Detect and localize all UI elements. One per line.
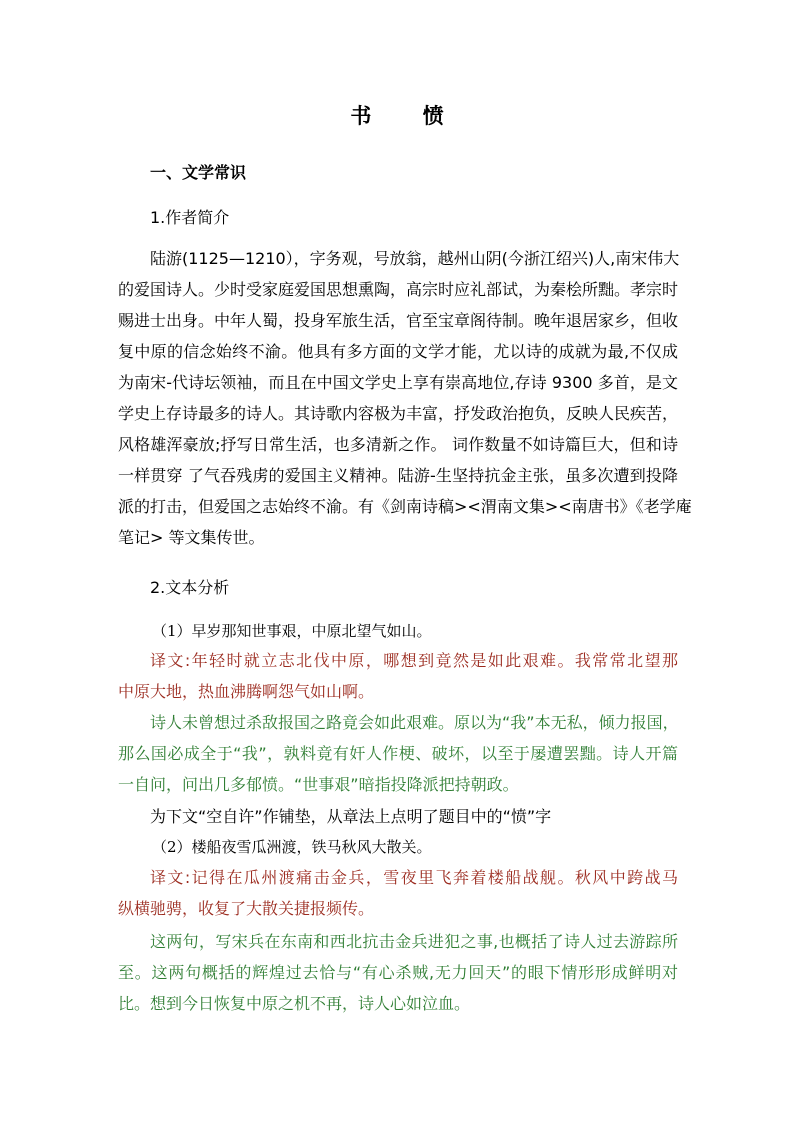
text-line: 中原大地，热血沸腾啊怨气如山啊。 — [118, 682, 375, 701]
text-line: 复中原的信念始终不渝。他具有多方面的文学才能，尤以诗的成就为最,不仅成 — [118, 342, 678, 361]
text-line: 诗人未曾想过杀敌报国之路竟会如此艰难。原以为“我”本无私，倾力报国， — [150, 713, 679, 732]
text-line: 的爱国诗人。少时受家庭爱国思想熏陶，高宗时应礼部试，为秦桧所黜。孝宗时 — [118, 280, 679, 299]
text-line: 那么国必成全于“我”，孰料竟有奸人作梗、破坏，以至于屡遭罢黜。诗人开篇 — [118, 744, 678, 763]
text-line: 为南宋-代诗坛领袖，而且在中国文学史上享有崇高地位,存诗 9300 多首，是文 — [118, 373, 678, 392]
text-line: 译文:记得在瓜州渡痛击金兵，雪夜里飞奔着楼船战舰。秋风中跨战马 — [150, 868, 678, 887]
text-line: 这两句，写宋兵在东南和西北抗击金兵进犯之事,也概括了诗人过去游踪所 — [150, 932, 678, 951]
analysis-1 — [118, 707, 678, 800]
author-bio-paragraph — [118, 243, 692, 553]
poem-line-1: （1）早岁那知世事艰，中原北望气如山。 — [152, 622, 432, 640]
section-heading-literary-knowledge: 一、文学常识 — [150, 163, 247, 182]
translation-2 — [118, 862, 678, 924]
poem-line-2: （2）楼船夜雪瓜洲渡，铁马秋风大散关。 — [152, 838, 432, 856]
subheading-author-intro: 1.作者简介 — [150, 208, 230, 227]
text-line: 一样贯穿 了气吞残虏的爱国主义精神。陆游-生坚持抗金主张，虽多次遭到投降 — [118, 466, 678, 485]
text-line: 译文:年轻时就立志北伐中原，哪想到竟然是如此艰难。我常常北望那 — [150, 651, 678, 670]
text-line: 风格雄浑豪放;抒写日常生活，也多清新之作。 词作数量不如诗篇巨大，但和诗 — [118, 435, 678, 454]
text-line: 比。想到今日恢复中原之机不再，诗人心如泣血。 — [118, 994, 471, 1013]
text-line: 笔记> 等文集传世。 — [118, 528, 265, 547]
text-line: 陆游(1125—1210），字务观，号放翁，越州山阴(今浙江绍兴)人,南宋伟大 — [150, 249, 680, 268]
text-line: 一自问，问出几多郁愤。“世事艰”暗指投降派把持朝政。 — [118, 775, 519, 794]
text-line: 学史上存诗最多的诗人。其诗歌内容极为丰富，抒发政治抱负，反映人民疾苦， — [118, 404, 679, 423]
subheading-text-analysis: 2.文本分析 — [150, 578, 230, 597]
text-line: 至。这两句概括的辉煌过去恰与“有心杀贼,无力回天”的眼下情形形成鲜明对 — [118, 963, 678, 982]
structure-note: 为下文“空自许”作铺垫，从章法上点明了题目中的“愤”字 — [150, 807, 552, 826]
analysis-2 — [118, 926, 678, 1019]
page-title: 书 愤 — [350, 104, 466, 128]
text-line: 赐进士出身。中年人蜀，投身军旅生活，官至宝章阁待制。晚年退居家乡，但收 — [118, 311, 679, 330]
text-line: 纵横驰骋，收复了大散关捷报频传。 — [118, 899, 375, 918]
translation-1 — [118, 645, 678, 707]
text-line: 派的打击，但爱国之志始终不渝。有《剑南诗稿><渭南文集><南唐书》《老学庵 — [118, 497, 692, 516]
